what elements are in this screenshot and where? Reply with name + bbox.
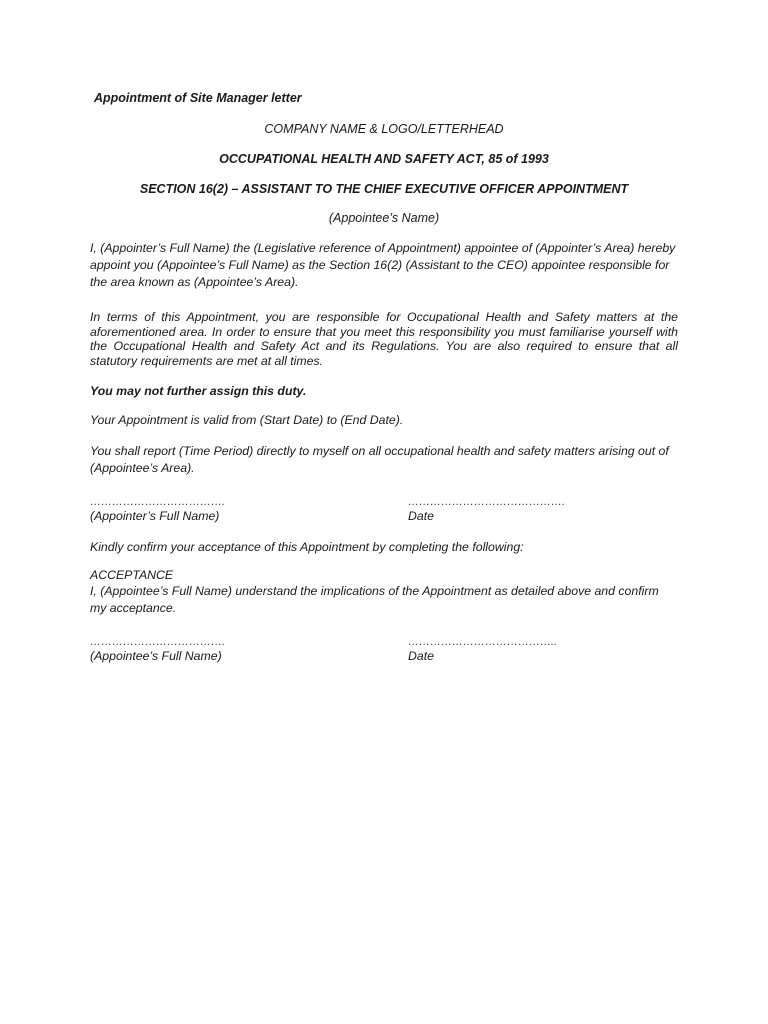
- no-assign-statement: You may not further assign this duty.: [90, 384, 307, 398]
- appointee-signature-line: ……………………………….: [90, 636, 226, 648]
- appointee-date-line: …………………………………..: [408, 636, 558, 648]
- appointee-name-label: (Appointee’s Full Name): [90, 649, 222, 663]
- acceptance-text: I, (Appointee’s Full Name) understand the implications of the Appointment as detailed above and confirm my acceptance.: [90, 584, 659, 615]
- appointment-paragraph: I, (Appointer’s Full Name) the (Legislative reference of Appointment) appointee of (Appointer’s Area) hereby appoint you (Appointee’s Full Name) as the Section 16(2) (Assistant to the CEO) appointee responsible for the area known as (Appointee’s Area).: [90, 241, 676, 289]
- act-heading: OCCUPATIONAL HEALTH AND SAFETY ACT, 85 of 1993: [219, 152, 549, 166]
- appointer-name-label: (Appointer’s Full Name): [90, 509, 220, 523]
- appointee-name: (Appointee’s Name): [328, 211, 440, 225]
- reporting-paragraph: You shall report (Time Period) directly to myself on all occupational health and safety matters arising out of (Appointee’s Area).: [90, 444, 669, 475]
- appointer-signature-line: ……………………………….: [90, 496, 226, 508]
- appointer-date-label: Date: [408, 509, 434, 523]
- appointer-date-line: …………………………………….: [408, 496, 566, 508]
- confirm-instruction: Kindly confirm your acceptance of this Appointment by completing the following:: [90, 540, 524, 554]
- appointee-date-label: Date: [408, 649, 434, 663]
- acceptance-heading: ACCEPTANCE: [90, 568, 174, 582]
- section-heading: SECTION 16(2) – ASSISTANT TO THE CHIEF EXECUTIVE OFFICER APPOINTMENT: [139, 182, 629, 196]
- document-title: Appointment of Site Manager letter: [94, 91, 302, 105]
- responsibility-paragraph: In terms of this Appointment, you are responsible for Occupational Health and Safety matters at the aforementioned area. In order to ensure that you meet this responsibility you must familiarise yourself with the Occupational Health and Safety Act and its Regulations. You are also required to ensure that all statutory requirements are met at all times.: [90, 310, 678, 368]
- validity-statement: Your Appointment is valid from (Start Date) to (End Date).: [90, 413, 404, 427]
- letterhead-placeholder: COMPANY NAME & LOGO/LETTERHEAD: [264, 122, 504, 136]
